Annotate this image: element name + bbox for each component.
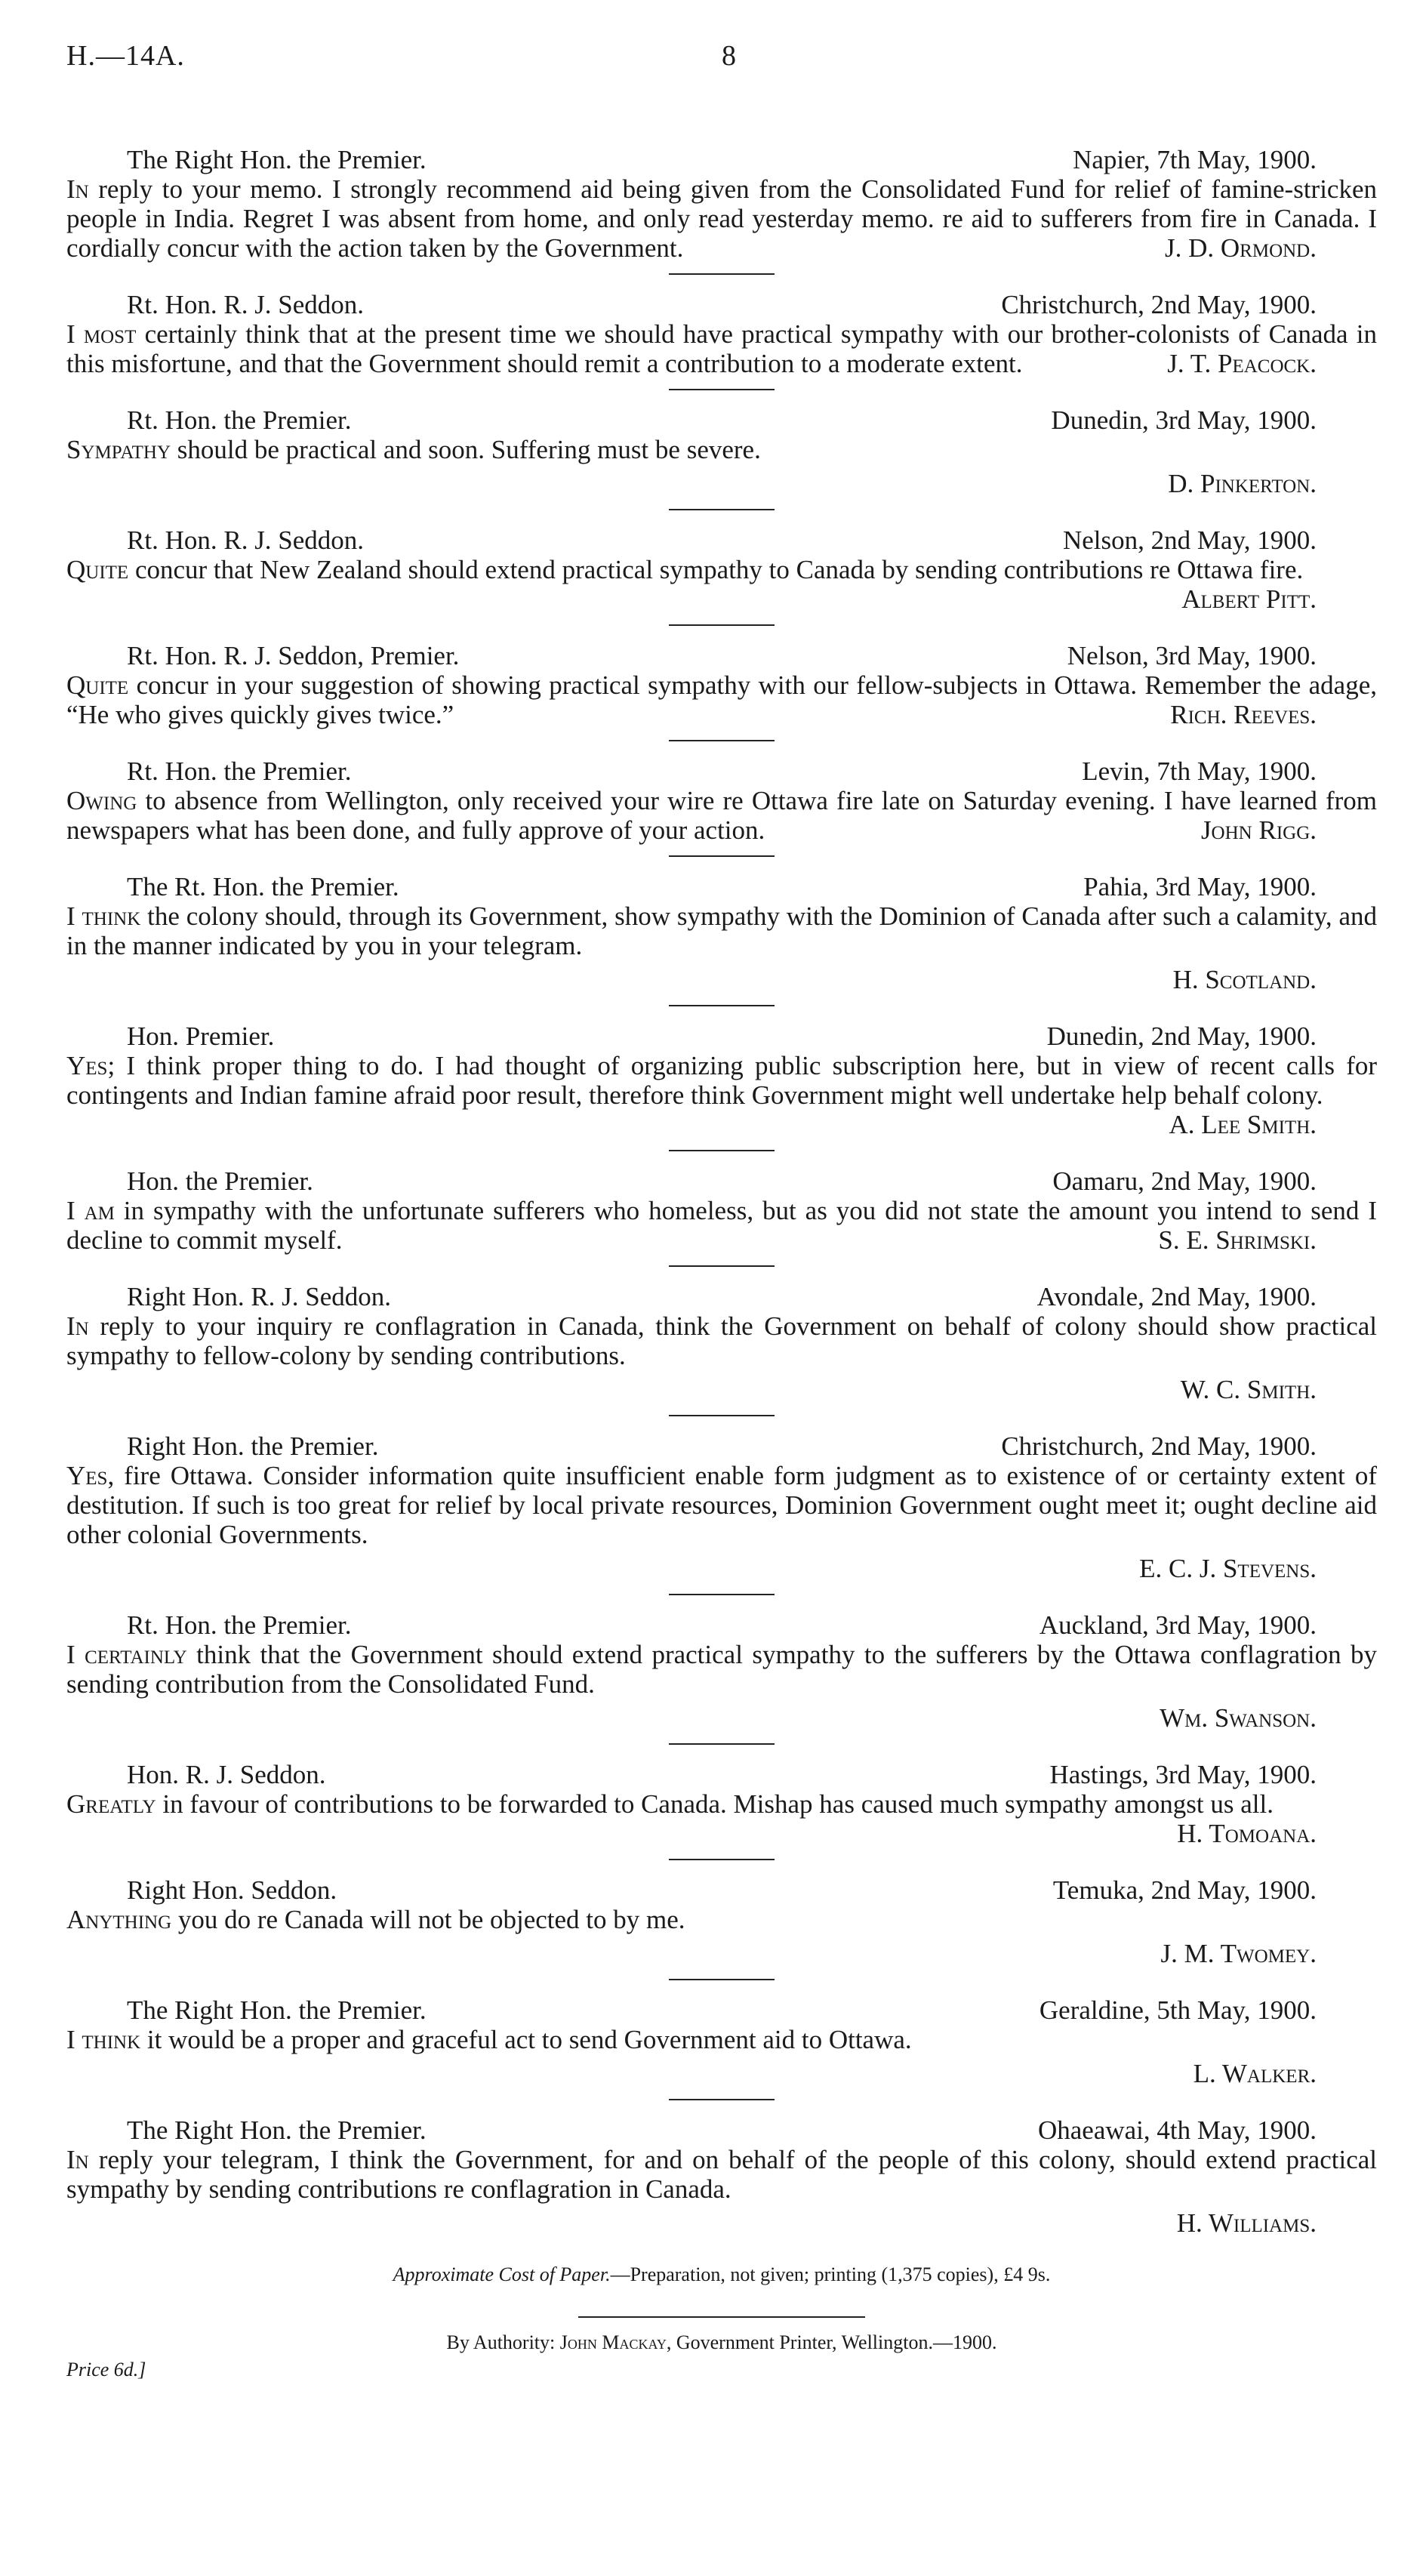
telegram-letter [66, 290, 1377, 378]
letter-lead-word: In [66, 1311, 89, 1341]
telegram-letter [66, 756, 1377, 845]
letter-heading [66, 1995, 1377, 2025]
letter-body [66, 1640, 1377, 1699]
letter-body [66, 901, 1377, 960]
letter-heading [66, 1021, 1377, 1051]
letter-signature: E. C. J. Stevens. [1139, 1554, 1317, 1583]
cost-text: —Preparation, not given; printing (1,375 copies), £4 9s. [610, 2263, 1051, 2285]
letter-heading [66, 405, 1377, 435]
letter-place-date: Temuka, 2nd May, 1900. [1052, 1875, 1317, 1905]
telegram-letter [66, 1431, 1377, 1583]
letter-body [66, 1905, 1377, 1934]
letter-text: ; I think proper thing to do. I had thought of organizing public subscription here, but in view of recent calls for contingents and Indian famine afraid poor result, therefore think Government might well undertake help behalf colony. [66, 1051, 1377, 1110]
letter-body [66, 1051, 1377, 1139]
letter-signature: H. Williams. [1176, 2208, 1317, 2238]
telegram-letter [66, 1021, 1377, 1139]
letter-text: reply your telegram, I think the Government, for and on behalf of the people of this colony, should extend practical sympathy by sending contributions re conflagration in Canada. [66, 2145, 1377, 2204]
letter-signature: J. D. Ormond. [1165, 233, 1317, 263]
letter-divider [669, 855, 775, 857]
letter-place-date: Dunedin, 2nd May, 1900. [1046, 1021, 1317, 1051]
letter-signature: S. E. Shrimski. [1158, 1225, 1317, 1255]
letter-lead-word: I think [66, 901, 141, 931]
price-note: Price 6d.] [66, 2359, 146, 2380]
letter-signature: J. M. Twomey. [1160, 1939, 1317, 1968]
letter-place-date: Nelson, 3rd May, 1900. [1067, 641, 1317, 670]
letter-place-date: Avondale, 2nd May, 1900. [1036, 1282, 1317, 1311]
letter-body [66, 670, 1377, 729]
letter-divider [669, 1743, 775, 1745]
document-page [66, 39, 1377, 2381]
letter-heading [66, 145, 1377, 174]
letter-text: , fire Ottawa. Consider information quite insufficient enable form judgment as to existence of or certainty extent of destitution. If such is too great for relief by local private resources, Dominion Government ought meet it; ought decline aid other colonial Governments. [66, 1461, 1377, 1549]
letter-address: Right Hon. Seddon. [127, 1875, 337, 1905]
letter-lead-word: Greatly [66, 1789, 156, 1819]
letter-body [66, 1789, 1377, 1848]
letter-address: The Rt. Hon. the Premier. [127, 872, 399, 901]
letter-place-date: Nelson, 2nd May, 1900. [1062, 525, 1317, 555]
letter-text: concur in your suggestion of showing practical sympathy with our fellow-subjects in Ottawa. Remember the adage, “He who gives quickly gives twice.” [66, 670, 1377, 729]
letter-signature: H. Scotland. [1172, 965, 1317, 994]
letter-body [66, 786, 1377, 845]
letter-divider [669, 1265, 775, 1267]
letter-lead-word: Anything [66, 1905, 172, 1934]
printer-suffix: , Government Printer, Wellington.—1900. [666, 2331, 997, 2353]
letter-signature: W. C. Smith. [1180, 1375, 1317, 1404]
letter-divider [669, 389, 775, 390]
letter-signature-line [66, 1703, 1377, 1733]
letter-divider [669, 740, 775, 741]
letter-divider [669, 509, 775, 510]
letter-heading [66, 1875, 1377, 1905]
letter-heading [66, 1431, 1377, 1461]
letter-lead-word: Owing [66, 786, 137, 815]
letter-lead-word: I am [66, 1196, 115, 1225]
letter-body [66, 435, 1377, 464]
letter-signature: H. Tomoana. [1177, 1819, 1317, 1848]
letter-address: Hon. the Premier. [127, 1166, 313, 1196]
telegram-letter [66, 1610, 1377, 1733]
letter-lead-word: In [66, 174, 89, 204]
letter-signature-line [66, 1554, 1377, 1583]
letter-text: in sympathy with the unfortunate sufferers who homeless, but as you did not state the amount you intend to send I decline to commit myself. [66, 1196, 1377, 1255]
letter-signature: Rich. Reeves. [1170, 700, 1317, 729]
letter-text: certainly think that at the present time we should have practical sympathy with our brother-colonists of Canada in this misfortune, and that the Government should remit a contribution to a moderate extent. [66, 319, 1377, 378]
telegram-letter [66, 1760, 1377, 1848]
letter-signature: A. Lee Smith. [1169, 1110, 1317, 1139]
letter-heading [66, 756, 1377, 786]
letters-list [66, 145, 1377, 2238]
letter-place-date: Oamaru, 2nd May, 1900. [1052, 1166, 1317, 1196]
letter-text: should be practical and soon. Suffering must be severe. [171, 435, 761, 464]
letter-body [66, 1311, 1377, 1370]
letter-divider [669, 1859, 775, 1860]
letter-heading [66, 1166, 1377, 1196]
letter-heading [66, 290, 1377, 319]
telegram-letter [66, 872, 1377, 994]
telegram-letter [66, 1282, 1377, 1404]
letter-address: Hon. Premier. [127, 1021, 275, 1051]
letter-divider [669, 1979, 775, 1980]
telegram-letter [66, 2115, 1377, 2238]
cost-label: Approximate Cost of Paper. [393, 2263, 611, 2285]
letter-lead-word: Quite [66, 670, 129, 700]
letter-heading [66, 2115, 1377, 2145]
letter-address: Rt. Hon. the Premier. [127, 1610, 352, 1640]
letter-place-date: Christchurch, 2nd May, 1900. [1001, 290, 1317, 319]
letter-signature: John Rigg. [1200, 815, 1317, 845]
letter-place-date: Auckland, 3rd May, 1900. [1039, 1610, 1317, 1640]
letter-address: Hon. R. J. Seddon. [127, 1760, 326, 1789]
letter-lead-word: In [66, 2145, 89, 2174]
letter-text: the colony should, through its Government, show sympathy with the Dominion of Canada after such a calamity, and in the manner indicated by you in your telegram. [66, 901, 1377, 960]
letter-heading [66, 872, 1377, 901]
document-reference: H.—14A. [66, 40, 185, 72]
letter-place-date: Dunedin, 3rd May, 1900. [1051, 405, 1317, 435]
letter-address: Rt. Hon. R. J. Seddon. [127, 525, 365, 555]
letter-heading [66, 641, 1377, 670]
letter-address: The Right Hon. the Premier. [127, 1995, 427, 2025]
letter-body [66, 1196, 1377, 1255]
letter-place-date: Christchurch, 2nd May, 1900. [1001, 1431, 1317, 1461]
letter-heading [66, 1760, 1377, 1789]
letter-signature: L. Walker. [1193, 2059, 1317, 2088]
letter-body [66, 1461, 1377, 1549]
letter-lead-word: Yes [66, 1461, 108, 1490]
letter-body [66, 174, 1377, 263]
letter-signature-line [66, 1939, 1377, 1968]
letter-divider [669, 1415, 775, 1416]
letter-signature-line [66, 965, 1377, 994]
letter-divider [669, 273, 775, 275]
letter-signature: Wm. Swanson. [1160, 1703, 1317, 1733]
letter-place-date: Geraldine, 5th May, 1900. [1039, 1995, 1317, 2025]
letter-lead-word: Sympathy [66, 435, 171, 464]
letter-text: in favour of contributions to be forwarded to Canada. Mishap has caused much sympathy amongst us all. [156, 1789, 1274, 1819]
letter-divider [669, 1594, 775, 1595]
letter-address: Right Hon. the Premier. [127, 1431, 379, 1461]
letter-heading [66, 525, 1377, 555]
letter-signature: D. Pinkerton. [1168, 469, 1317, 498]
letter-address: Rt. Hon. the Premier. [127, 756, 352, 786]
letter-signature-line [66, 1375, 1377, 1404]
letter-address: The Right Hon. the Premier. [127, 145, 427, 174]
footer-divider [578, 2316, 865, 2318]
letter-lead-word: I think [66, 2025, 141, 2054]
printer-name: John Mackay [559, 2331, 667, 2353]
letter-text: think that the Government should extend practical sympathy to the sufferers by the Ottawa conflagration by sending contribution from the Consolidated Fund. [66, 1640, 1377, 1699]
telegram-letter [66, 405, 1377, 498]
authority-prefix: By Authority: [446, 2331, 560, 2353]
letter-body [66, 555, 1377, 614]
printer-line [66, 2331, 1377, 2354]
letter-lead-word: I certainly [66, 1640, 187, 1669]
letter-text: it would be a proper and graceful act to send Government aid to Ottawa. [140, 2025, 912, 2054]
letter-signature: Albert Pitt. [1181, 584, 1317, 614]
letter-address: Right Hon. R. J. Seddon. [127, 1282, 392, 1311]
letter-lead-word: Yes [66, 1051, 108, 1080]
telegram-letter [66, 1875, 1377, 1968]
telegram-letter [66, 1166, 1377, 1255]
letter-place-date: Hastings, 3rd May, 1900. [1049, 1760, 1317, 1789]
letter-divider [669, 1150, 775, 1151]
letter-text: you do re Canada will not be objected to by me. [171, 1905, 685, 1934]
telegram-letter [66, 145, 1377, 263]
letter-divider [669, 624, 775, 626]
letter-text: reply to your inquiry re conflagration in Canada, think the Government on behalf of colony should show practical sympathy to fellow-colony by sending contributions. [66, 1311, 1377, 1370]
letter-address: Rt. Hon. R. J. Seddon. [127, 290, 365, 319]
telegram-letter [66, 525, 1377, 614]
telegram-letter [66, 641, 1377, 729]
letter-place-date: Ohaeawai, 4th May, 1900. [1037, 2115, 1317, 2145]
letter-place-date: Napier, 7th May, 1900. [1073, 145, 1317, 174]
letter-signature: J. T. Peacock. [1167, 349, 1317, 378]
cost-note [66, 2263, 1377, 2286]
letter-signature-line [66, 2208, 1377, 2238]
letter-lead-word: I most [66, 319, 137, 349]
letter-signature-line [66, 2059, 1377, 2088]
letter-heading [66, 1610, 1377, 1640]
letter-body [66, 319, 1377, 378]
letter-lead-word: Quite [66, 555, 129, 584]
page-header [66, 39, 1377, 92]
page-number: 8 [722, 40, 736, 72]
letter-place-date: Pahia, 3rd May, 1900. [1083, 872, 1317, 901]
letter-address: Rt. Hon. the Premier. [127, 405, 352, 435]
letter-divider [669, 1005, 775, 1006]
letter-signature-line [66, 469, 1377, 498]
letter-address: The Right Hon. the Premier. [127, 2115, 427, 2145]
letter-place-date: Levin, 7th May, 1900. [1082, 756, 1317, 786]
letter-address: Rt. Hon. R. J. Seddon, Premier. [127, 641, 460, 670]
page-footer [66, 2263, 1377, 2381]
letter-text: to absence from Wellington, only received your wire re Ottawa fire late on Saturday evening. I have learned from newspapers what has been done, and fully approve of your action. [66, 786, 1377, 845]
letter-divider [669, 2099, 775, 2100]
letter-text: concur that New Zealand should extend practical sympathy to Canada by sending contributions re Ottawa fire. [128, 555, 1304, 584]
letter-body [66, 2025, 1377, 2054]
letter-text: reply to your memo. I strongly recommend aid being given from the Consolidated Fund for relief of famine-stricken people in India. Regret I was absent from home, and only read yesterday memo. re aid to sufferers from fire in Canada. I cordially concur with the action taken by the Government. [66, 174, 1377, 263]
letter-heading [66, 1282, 1377, 1311]
letter-body [66, 2145, 1377, 2204]
telegram-letter [66, 1995, 1377, 2088]
